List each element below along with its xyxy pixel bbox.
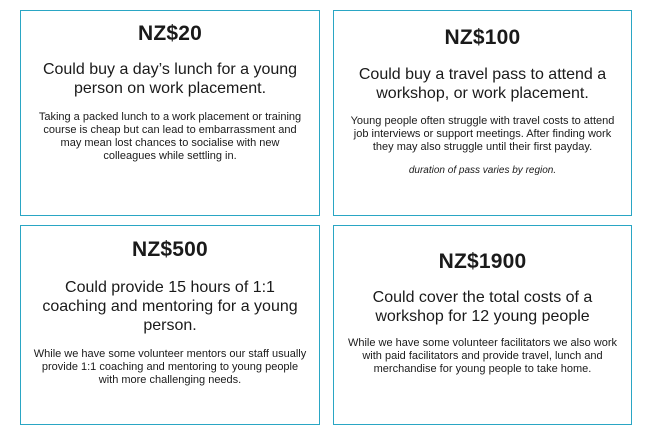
card-footnote: duration of pass varies by region. — [408, 165, 557, 176]
card-description: Young people often struggle with travel costs to attend job interviews or support meetings. After finding work they may also struggle until their first payday. — [350, 115, 615, 153]
card-headline: Could cover the total costs of a workshop for 12 young people — [372, 289, 593, 325]
price-label: NZ$1900 — [438, 250, 527, 273]
card-headline: Could provide 15 hours of 1:1 coaching and mentoring for a young person. — [42, 279, 298, 334]
donation-card-nz100 — [333, 10, 632, 216]
card-description: While we have some volunteer mentors our staff usually provide 1:1 coaching and mentoring to young people with more challenging needs. — [33, 348, 307, 386]
card-headline: Could buy a travel pass to attend a workshop, or work placement. — [358, 66, 607, 102]
donation-card-nz500 — [20, 225, 320, 425]
price-label: NZ$100 — [444, 26, 521, 49]
card-headline: Could buy a day’s lunch for a young person on work placement. — [42, 61, 298, 97]
donation-card-nz20 — [20, 10, 320, 216]
price-label: NZ$500 — [132, 238, 208, 261]
card-description: While we have some volunteer facilitators we also work with paid facilitators and provide travel, lunch and merchandise for young people to take home. — [347, 337, 617, 375]
price-label: NZ$20 — [137, 22, 203, 45]
donation-card-nz1900 — [333, 225, 632, 425]
card-description: Taking a packed lunch to a work placement or training course is cheap but can lead to embarrassment and may mean lost chances to socialise with new colleagues while settling in. — [38, 111, 302, 162]
